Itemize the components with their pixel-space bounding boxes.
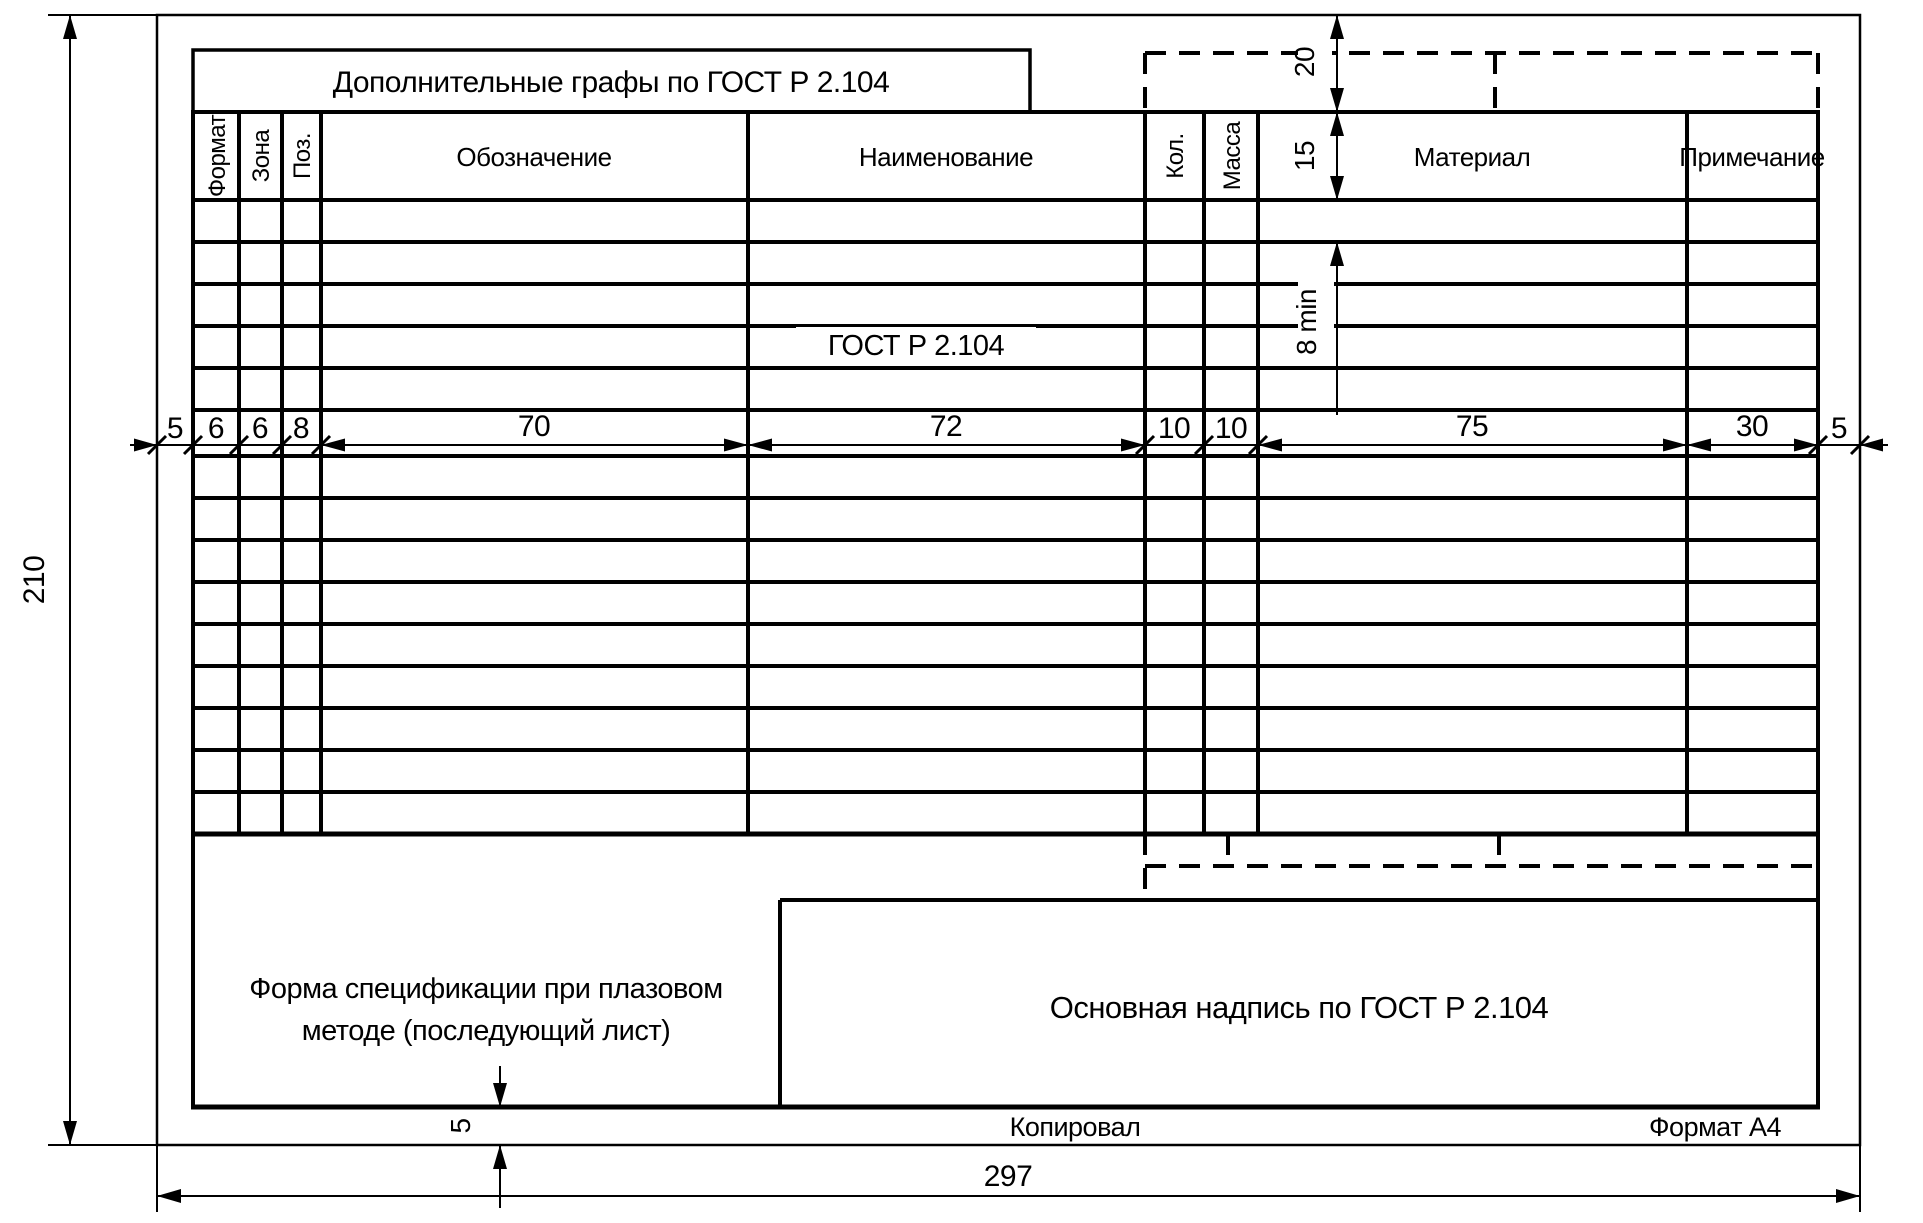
dim-col-mass: 10: [1214, 412, 1248, 445]
column-header-material: Материал: [1413, 142, 1531, 172]
dim-row-min: 8 min: [1291, 289, 1322, 355]
dim-col-format: 6: [207, 412, 225, 445]
column-header-pos: Поз.: [289, 133, 316, 179]
table-row-lines: [193, 200, 1818, 792]
title-additional-columns: Дополнительные графы по ГОСТ Р 2.104: [332, 66, 890, 99]
dim-col-material: 75: [1455, 410, 1489, 443]
dim-margin-left: 5: [166, 412, 184, 445]
dim-col-zone: 6: [251, 412, 269, 445]
column-header-name: Наименование: [858, 142, 1034, 172]
dim-col-note: 30: [1735, 410, 1769, 443]
copied-label: Копировал: [1009, 1112, 1141, 1142]
dim-sheet-width: 297: [983, 1160, 1033, 1193]
column-header-qty: Кол.: [1162, 133, 1189, 179]
caption-line1: Форма спецификации при плазовом: [249, 973, 723, 1005]
dim-extra-top: 20: [1289, 46, 1320, 78]
dim-col-pos: 8: [292, 412, 310, 445]
gost-center-label: ГОСТ Р 2.104: [827, 330, 1005, 362]
column-header-note: Примечание: [1679, 142, 1825, 172]
format-a4-label: Формат А4: [1649, 1112, 1781, 1142]
caption-line2: методе (последующий лист): [301, 1015, 671, 1047]
main-inscription-label: Основная надпись по ГОСТ Р 2.104: [1049, 990, 1549, 1025]
column-header-zone: Зона: [248, 129, 275, 183]
dim-col-qty: 10: [1157, 412, 1191, 445]
dim-sheet-height: 210: [18, 555, 51, 605]
dim-margin-right: 5: [1830, 412, 1848, 445]
table-frame: [191, 110, 1820, 1109]
column-header-format: Формат: [204, 114, 231, 198]
column-header-designation: Обозначение: [456, 142, 612, 172]
dim-col-name: 72: [929, 410, 963, 443]
column-header-mass: Масса: [1219, 121, 1246, 191]
dim-col-designation: 70: [517, 410, 551, 443]
table-column-lines: [239, 112, 1687, 834]
dim-bottom-gap: 5: [445, 1118, 476, 1134]
dim-header-height: 15: [1289, 140, 1320, 172]
